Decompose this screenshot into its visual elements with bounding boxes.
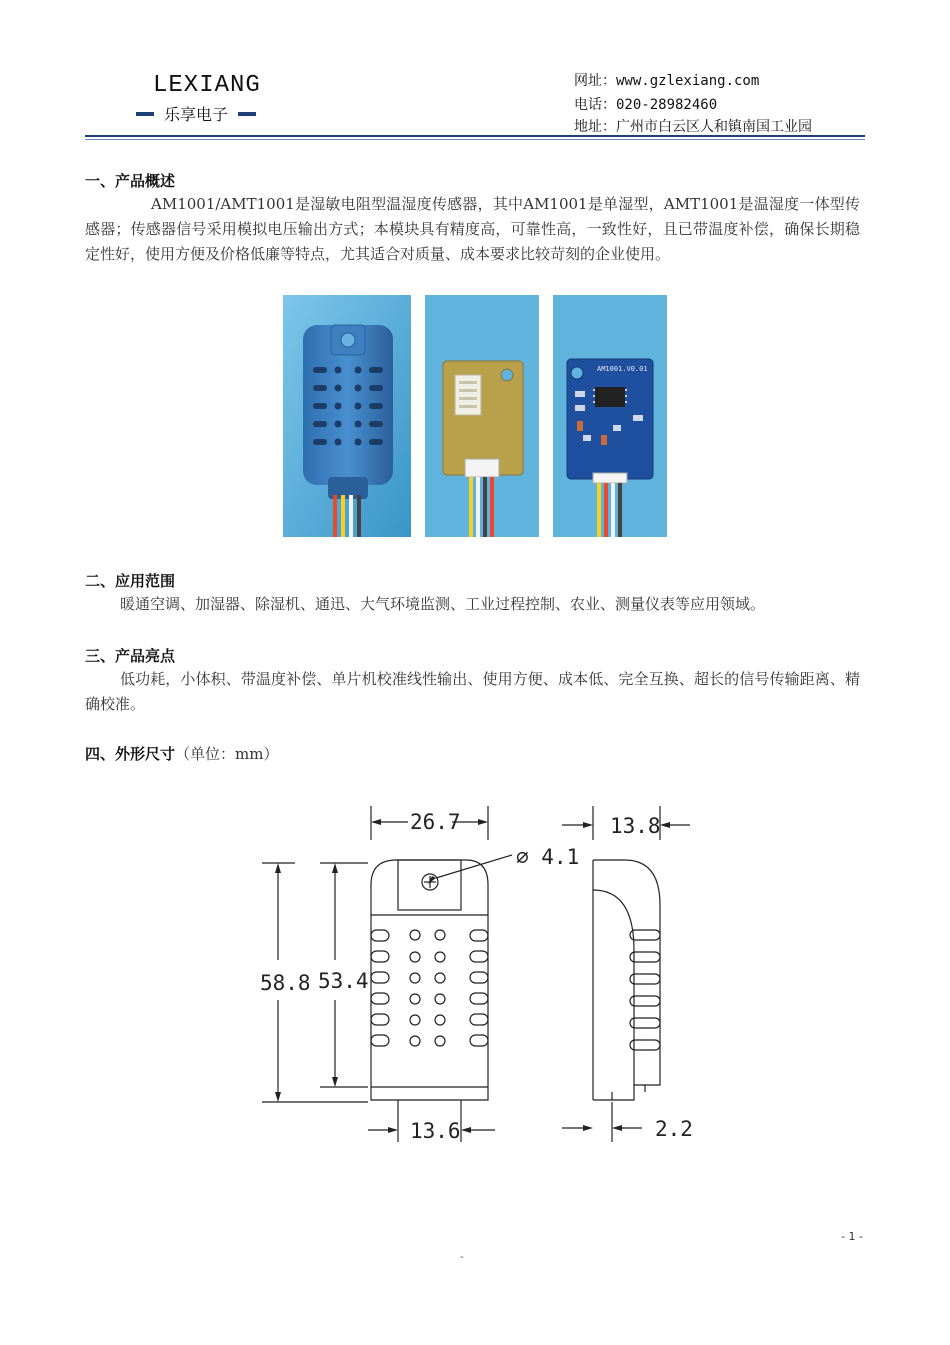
sensor-pcb-back-photo	[553, 295, 667, 537]
website-text[interactable]: 网址：www.gzlexiang.com	[574, 73, 760, 89]
sensor-housing-photo	[283, 295, 411, 537]
highlights-paragraph: 低功耗，小体积、带温度补偿、单片机校准线性输出、使用方便、成本低、完全互换、超长的信号传输距离、精确校准。	[85, 670, 860, 713]
dim-hole-diameter: ∅ 4.1	[516, 845, 580, 869]
dim-height-total: 58.8	[260, 971, 311, 995]
company-subtitle	[136, 102, 256, 125]
section-title-dimensions	[85, 743, 278, 764]
dim-depth: 13.8	[610, 814, 661, 838]
company-subtitle-text: 乐享电子	[164, 105, 229, 124]
company-logo: LEXIANG	[153, 72, 261, 99]
header-divider-thin	[85, 139, 865, 140]
section-title-overview: 一、产品概述	[85, 172, 176, 190]
application-paragraph: 暖通空调、加湿器、除湿机、通迅、大气环境监测、工业过程控制、农业、测量仪表等应用领域。	[120, 595, 766, 613]
header-divider	[85, 135, 865, 137]
page-number: - 1 -	[841, 1230, 863, 1243]
dimension-drawing	[250, 800, 710, 1160]
phone-text: 电话：020-28982460	[574, 97, 718, 113]
address-text: 地址：广州市白云区人和镇南国工业园	[574, 119, 812, 135]
dim-width-bottom: 13.6	[410, 1119, 461, 1143]
dimensions-title-text: 四、外形尺寸	[85, 745, 176, 763]
footer-dash: -	[460, 1250, 464, 1263]
section-title-highlights: 三、产品亮点	[85, 647, 176, 665]
pcb-label: AM1001.V0.01	[597, 365, 648, 373]
dim-offset: 2.2	[655, 1117, 693, 1141]
overview-paragraph: AM1001/AMT1001是湿敏电阻型温湿度传感器，其中AM1001是单湿型，AMT1001是温湿度一体型传感器；传感器信号采用模拟电压输出方式；本模块具有精度高，可靠性高，一致性好，且已带温度补偿，确保长期稳定性好，使用方便及价格低廉等特点，尤其适合对质量、成本要求比较苛刻的企业使用。	[85, 195, 860, 263]
dim-width-top: 26.7	[410, 810, 461, 834]
dimensions-unit: （单位：mm）	[175, 745, 279, 763]
sensor-pcb-front-photo	[425, 295, 539, 537]
logo-bar-right	[238, 112, 256, 116]
dim-height-body: 53.4	[318, 969, 369, 993]
section-title-application: 二、应用范围	[85, 572, 176, 590]
logo-bar-left	[136, 112, 154, 116]
